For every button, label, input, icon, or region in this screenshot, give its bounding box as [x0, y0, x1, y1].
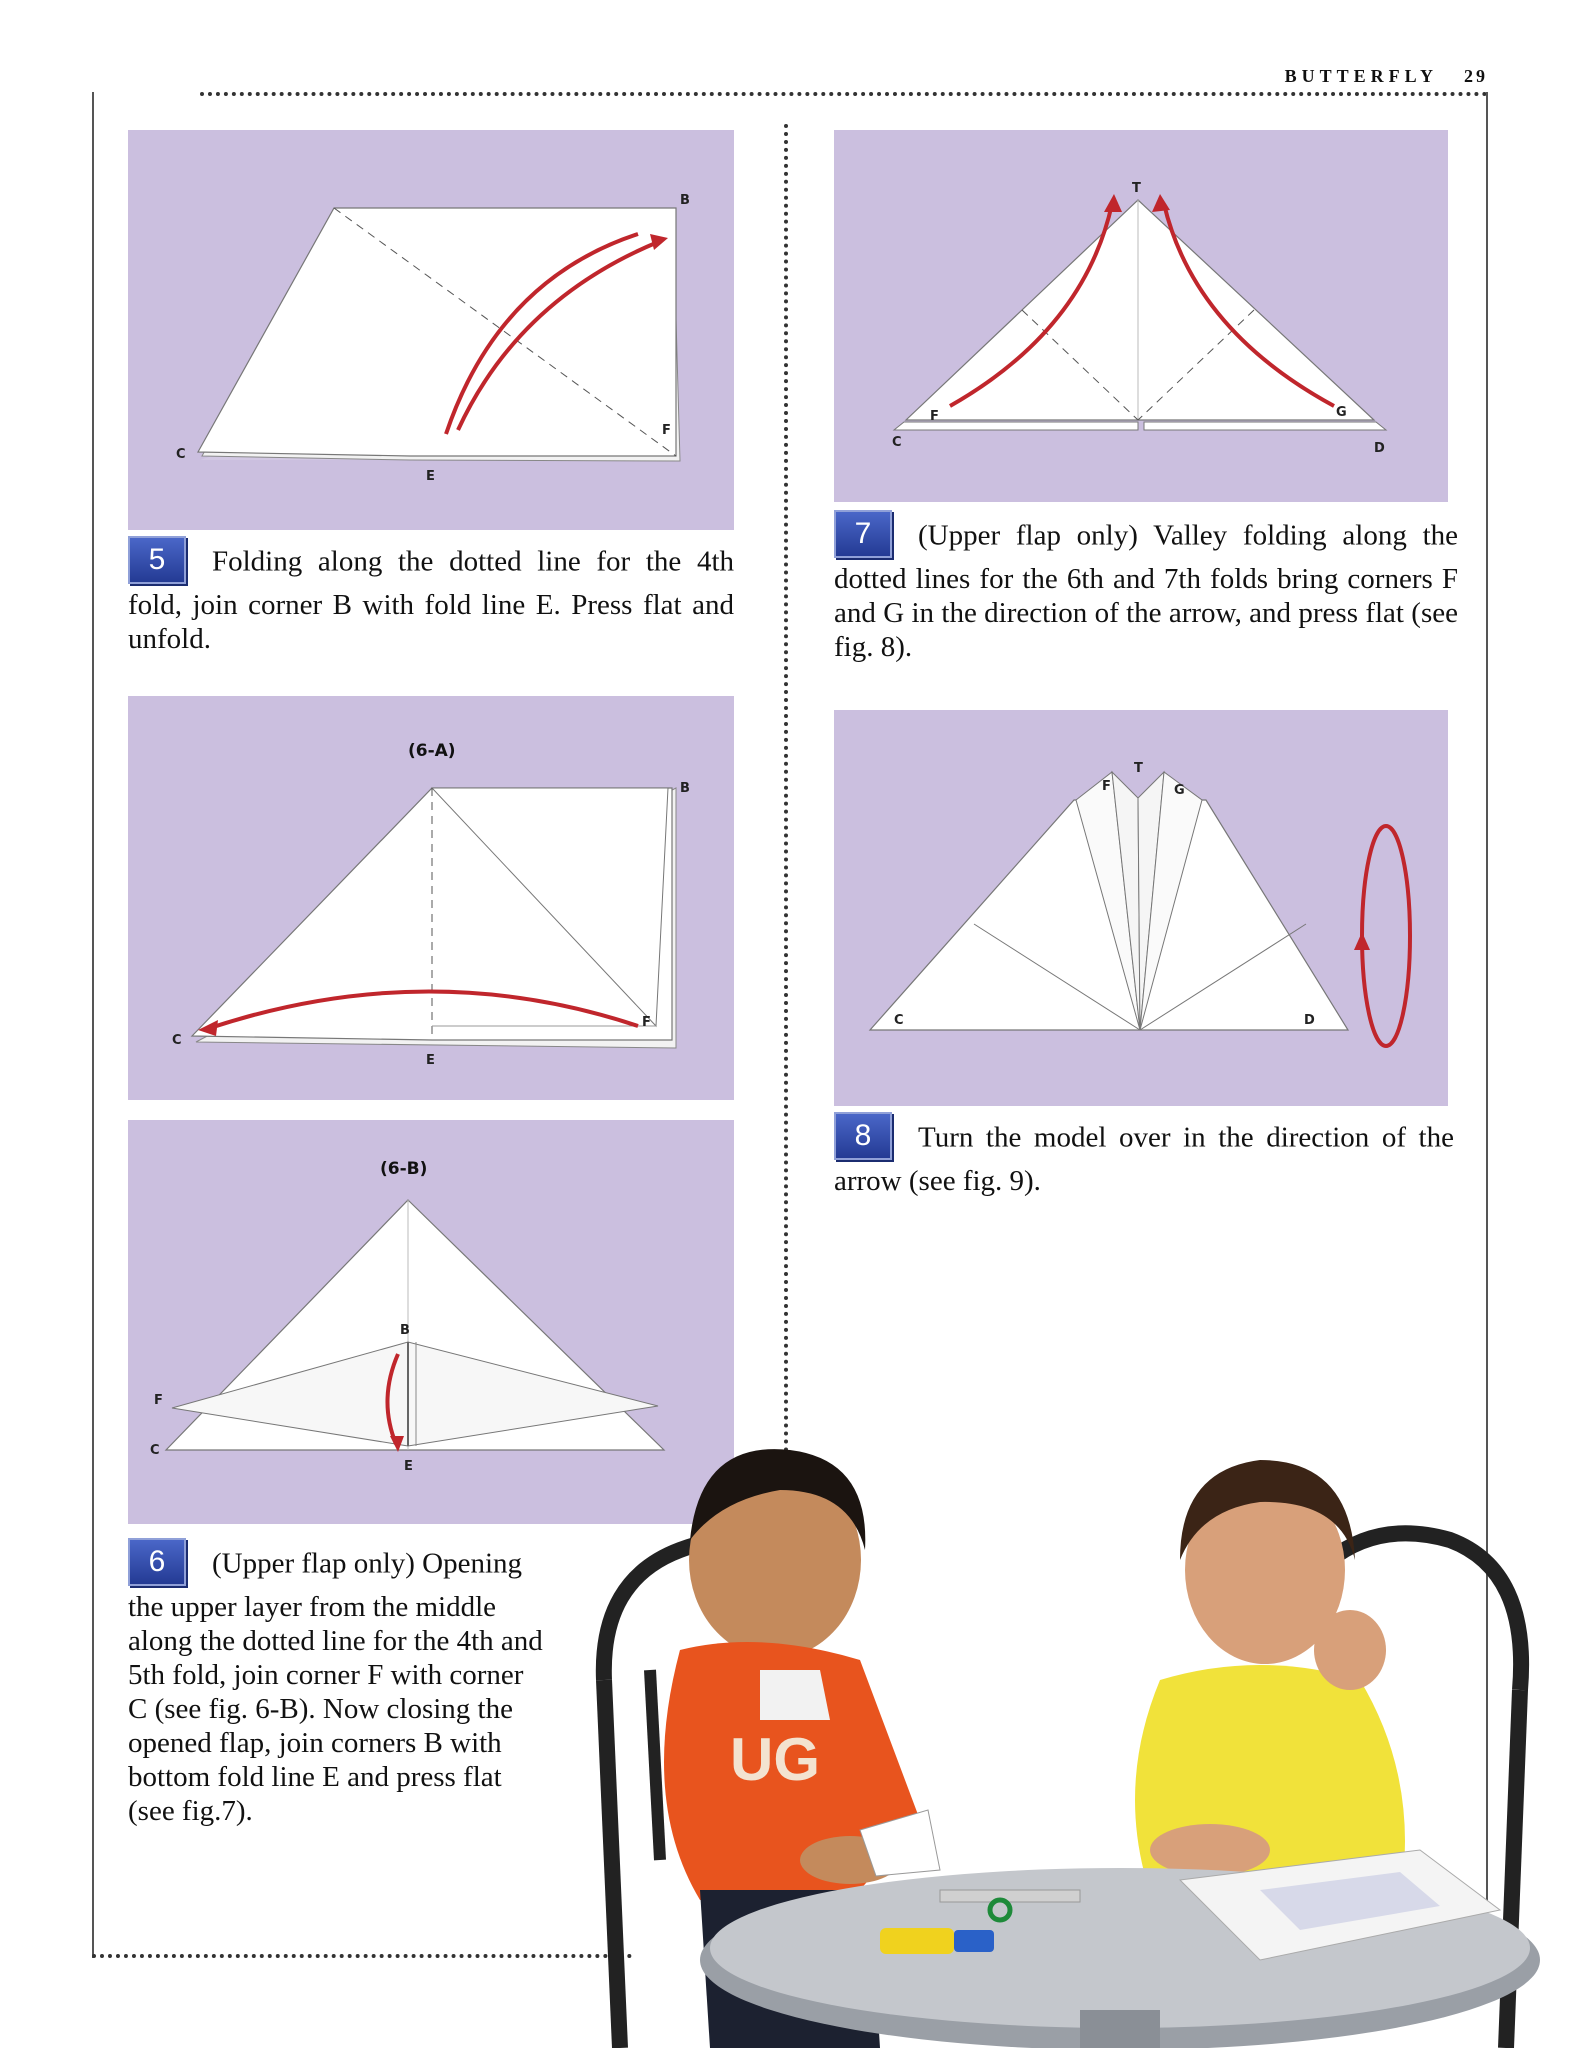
- label-g: G: [1174, 783, 1185, 798]
- caption-6b: (6-B): [380, 1159, 428, 1179]
- running-header: [1285, 66, 1488, 87]
- header-rule: [200, 92, 1488, 96]
- figure-step-7: [834, 130, 1448, 502]
- children-photo: [560, 1420, 1540, 2048]
- header-title: BUTTERFLY: [1284, 66, 1438, 86]
- label-e: E: [426, 1053, 435, 1068]
- diagram-step-5: [128, 130, 734, 530]
- page-number: 29: [1464, 66, 1488, 86]
- label-f: F: [662, 423, 671, 438]
- step-number-badge: 8: [834, 1112, 892, 1160]
- step-text: Folding along the dotted line for the 4th fold, join corner B with fold line E. Press flat and unfold.: [128, 545, 734, 655]
- figure-step-8: [834, 710, 1448, 1106]
- step-number-badge: 6: [128, 1538, 186, 1586]
- label-g: G: [1336, 405, 1347, 420]
- step-7: [834, 514, 1458, 664]
- step-5: [128, 540, 734, 656]
- label-b: B: [400, 1323, 410, 1338]
- step-number-badge: 7: [834, 510, 892, 558]
- label-t: T: [1134, 761, 1143, 776]
- diagram-step-7: [834, 130, 1448, 502]
- caption-6a: (6-A): [408, 741, 456, 761]
- diagram-step-6a: [128, 696, 734, 1100]
- label-f: F: [642, 1015, 651, 1030]
- label-b: B: [680, 193, 690, 208]
- label-f: F: [930, 409, 939, 424]
- step-text: (Upper flap only) Valley folding along the dotted lines for the 6th and 7th folds bring corners F and G in the direction of the arrow, and press flat (see fig. 8).: [834, 519, 1458, 663]
- label-e: E: [426, 469, 435, 484]
- label-b: B: [680, 781, 690, 796]
- shirt-text: UG: [730, 1726, 820, 1793]
- label-c: C: [172, 1033, 182, 1048]
- label-c: C: [150, 1443, 160, 1458]
- label-f: F: [154, 1393, 163, 1408]
- label-c: C: [176, 447, 186, 462]
- label-d: D: [1304, 1013, 1315, 1028]
- step-8: [834, 1116, 1454, 1198]
- label-c: C: [894, 1013, 904, 1028]
- figure-step-5: [128, 130, 734, 530]
- step-6: [128, 1542, 546, 1828]
- diagram-step-8: [834, 710, 1448, 1106]
- step-text: (Upper flap only) Opening the upper layer from the middle along the dotted line for the 4th and 5th fold, join corner F with corner C (see fig. 6-B). Now closing the opened flap, join corners B with bottom fold line E and press flat (see fig.7).: [128, 1547, 543, 1827]
- footer-rule: [92, 1954, 632, 1958]
- label-c: C: [892, 435, 902, 450]
- label-t: T: [1132, 181, 1141, 196]
- left-margin-rule: [92, 92, 94, 1958]
- figure-step-6a: [128, 696, 734, 1100]
- label-f: F: [1102, 779, 1111, 794]
- step-number-badge: 5: [128, 536, 186, 584]
- step-text: Turn the model over in the direction of the arrow (see fig. 9).: [834, 1121, 1454, 1197]
- label-d: D: [1374, 441, 1385, 456]
- label-e: E: [404, 1459, 413, 1474]
